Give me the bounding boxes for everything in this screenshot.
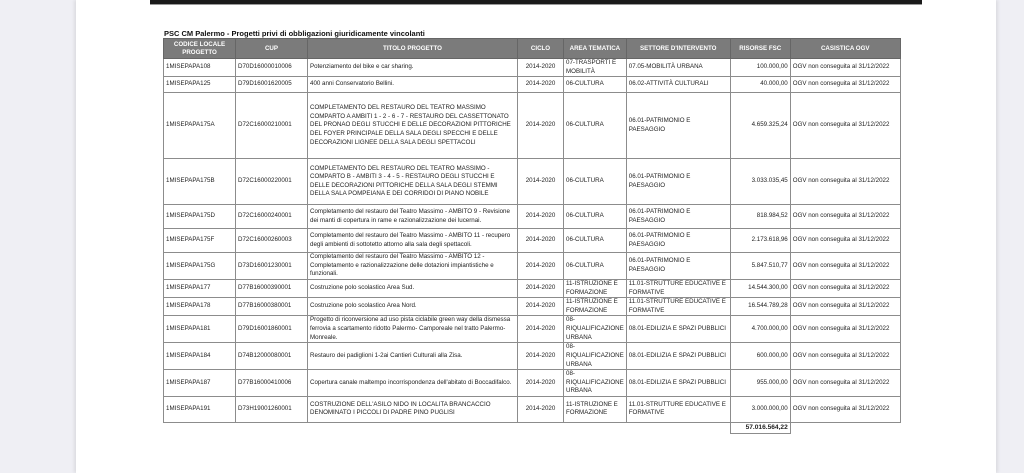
cell-ciclo: 2014-2020 <box>518 396 564 422</box>
cell-cup: D72C16000220001 <box>236 159 308 205</box>
cell-cup: D77B16000380001 <box>236 298 308 316</box>
cell-settore: 06.01-PATRIMONIO E PAESAGGIO <box>626 93 730 159</box>
header-area: AREA TEMATICA <box>564 39 627 59</box>
cell-risorse: 40.000,00 <box>730 77 790 93</box>
cell-area: 11-ISTRUZIONE E FORMAZIONE <box>564 396 627 422</box>
total-empty-cell <box>236 422 308 433</box>
cell-casistica: OGV non conseguita al 31/12/2022 <box>790 205 900 229</box>
table-row <box>164 253 901 280</box>
cell-casistica: OGV non conseguita al 31/12/2022 <box>790 298 900 316</box>
cell-cup: D70D16000010006 <box>236 59 308 77</box>
cell-area: 11-ISTRUZIONE E FORMAZIONE <box>564 279 627 297</box>
header-titolo: TITOLO PROGETTO <box>308 39 518 59</box>
cell-area: 08-RIQUALIFICAZIONE URBANA <box>564 316 627 343</box>
cell-risorse: 16.544.789,28 <box>730 298 790 316</box>
cell-risorse: 4.659.325,24 <box>730 93 790 159</box>
cell-codice: 1MISEPAPA178 <box>164 298 236 316</box>
cell-risorse: 100.000,00 <box>730 59 790 77</box>
total-empty-cell <box>790 422 900 433</box>
cell-settore: 08.01-EDILIZIA E SPAZI PUBBLICI <box>626 316 730 343</box>
cell-titolo: COSTRUZIONE DELL'ASILO NIDO IN LOCALITA BRANCACCIO DENOMINATO I PICCOLI DI PADRE PINO PUGLISI <box>308 396 518 422</box>
cell-codice: 1MISEPAPA181 <box>164 316 236 343</box>
cell-codice: 1MISEPAPA175D <box>164 205 236 229</box>
cell-cup: D79D16001620005 <box>236 77 308 93</box>
cell-risorse: 955.000,00 <box>730 370 790 397</box>
cell-codice: 1MISEPAPA191 <box>164 396 236 422</box>
cell-titolo: Completamento del restauro del Teatro Massimo - AMBITO 11 - recupero degli ambienti di sottotetto attorno alla sala degli spettacoli. <box>308 229 518 253</box>
cell-ciclo: 2014-2020 <box>518 59 564 77</box>
document-title: PSC CM Palermo - Progetti privi di obbligazioni giuridicamente vincolanti <box>164 29 425 38</box>
cell-ciclo: 2014-2020 <box>518 77 564 93</box>
total-empty-cell <box>564 422 627 433</box>
table-row <box>164 343 901 370</box>
cell-risorse: 14.544.300,00 <box>730 279 790 297</box>
cell-ciclo: 2014-2020 <box>518 205 564 229</box>
total-empty-cell <box>308 422 518 433</box>
cell-settore: 06.01-PATRIMONIO E PAESAGGIO <box>626 159 730 205</box>
cell-cup: D72C16000260003 <box>236 229 308 253</box>
cell-titolo: Copertura canale maltempo incorrispondenza dell'abitato di Boccadifalco. <box>308 370 518 397</box>
total-empty-cell <box>518 422 564 433</box>
cell-cup: D77B16000390001 <box>236 279 308 297</box>
cell-risorse: 4.700.000,00 <box>730 316 790 343</box>
cell-area: 11-ISTRUZIONE E FORMAZIONE <box>564 298 627 316</box>
cell-cup: D73D16001230001 <box>236 253 308 280</box>
cell-titolo: Costruzione polo scolastico Area Sud. <box>308 279 518 297</box>
cell-codice: 1MISEPAPA187 <box>164 370 236 397</box>
cell-settore: 11.01-STRUTTURE EDUCATIVE E FORMATIVE <box>626 396 730 422</box>
cell-area: 06-CULTURA <box>564 77 627 93</box>
total-risorse: 57.016.564,22 <box>730 422 790 433</box>
cell-codice: 1MISEPAPA177 <box>164 279 236 297</box>
cell-titolo: COMPLETAMENTO DEL RESTAURO DEL TEATRO MASSIMO COMPARTO A AMBITI 1 - 2 - 6 - 7 - RESTAURO DEL CASSETTONATO DEL PRONAO DEGLI STUCCHI E DELLE DECORAZIONI PITTORICHE DEL FOYER PRINCIPALE DELLA SALA DEGLI SPECCHI E DELLE DECORAZIONI LIGNEE DELLA SALA DEGLI SPETTACOLI <box>308 93 518 159</box>
cell-risorse: 600.000,00 <box>730 343 790 370</box>
cell-settore: 11.01-STRUTTURE EDUCATIVE E FORMATIVE <box>626 279 730 297</box>
cell-casistica: OGV non conseguita al 31/12/2022 <box>790 93 900 159</box>
cell-settore: 08.01-EDILIZIA E SPAZI PUBBLICI <box>626 370 730 397</box>
cell-casistica: OGV non conseguita al 31/12/2022 <box>790 370 900 397</box>
table-row <box>164 205 901 229</box>
cell-titolo: Completamento del restauro del Teatro Massimo - AMBITO 9 - Revisione dei manti di copertura in rame e razionalizzazione dei lucernai. <box>308 205 518 229</box>
cell-casistica: OGV non conseguita al 31/12/2022 <box>790 229 900 253</box>
header-risorse: RISORSE FSC <box>730 39 790 59</box>
cell-titolo: Progetto di riconversione ad uso pista ciclabile green way della dismessa ferrovia a scartamento ridotto Palermo- Camporeale nel tratto Palermo-Monreale. <box>308 316 518 343</box>
cell-area: 08-RIQUALIFICAZIONE URBANA <box>564 370 627 397</box>
table-row <box>164 298 901 316</box>
table-row <box>164 59 901 77</box>
header-codice: CODICE LOCALE PROGETTO <box>164 39 236 59</box>
cell-risorse: 818.984,52 <box>730 205 790 229</box>
cell-titolo: COMPLETAMENTO DEL RESTAURO DEL TEATRO MASSIMO - COMPARTO B - AMBITI 3 - 4 - 5 - RESTAURO DEGLI STUCCHI E DELLE DECORAZIONI PITTORICHE DELLA SALA DEGLI STEMMI DELLA SALA POMPEIANA E DEI CORRIDOI DI PIANO NOBILE <box>308 159 518 205</box>
cell-codice: 1MISEPAPA175F <box>164 229 236 253</box>
table-row <box>164 159 901 205</box>
cell-cup: D79D16001860001 <box>236 316 308 343</box>
cell-ciclo: 2014-2020 <box>518 343 564 370</box>
top-rule <box>150 0 922 5</box>
cell-settore: 08.01-EDILIZIA E SPAZI PUBBLICI <box>626 343 730 370</box>
cell-area: 06-CULTURA <box>564 159 627 205</box>
table-row <box>164 77 901 93</box>
table-header-row <box>164 39 901 59</box>
cell-casistica: OGV non conseguita al 31/12/2022 <box>790 316 900 343</box>
cell-risorse: 5.847.510,77 <box>730 253 790 280</box>
cell-codice: 1MISEPAPA184 <box>164 343 236 370</box>
projects-table <box>163 38 901 434</box>
cell-settore: 06.01-PATRIMONIO E PAESAGGIO <box>626 205 730 229</box>
table-row <box>164 316 901 343</box>
cell-risorse: 3.033.035,45 <box>730 159 790 205</box>
cell-cup: D73H19001260001 <box>236 396 308 422</box>
cell-ciclo: 2014-2020 <box>518 253 564 280</box>
cell-area: 07-TRASPORTI E MOBILITÀ <box>564 59 627 77</box>
document-page <box>76 0 996 473</box>
cell-cup: D77B16000410006 <box>236 370 308 397</box>
cell-casistica: OGV non conseguita al 31/12/2022 <box>790 59 900 77</box>
cell-ciclo: 2014-2020 <box>518 93 564 159</box>
cell-settore: 06.02-ATTIVITÀ CULTURALI <box>626 77 730 93</box>
cell-area: 06-CULTURA <box>564 93 627 159</box>
cell-area: 06-CULTURA <box>564 205 627 229</box>
header-settore: SETTORE D'INTERVENTO <box>626 39 730 59</box>
cell-settore: 07.05-MOBILITÀ URBANA <box>626 59 730 77</box>
cell-titolo: 400 anni Conservatorio Bellini. <box>308 77 518 93</box>
cell-casistica: OGV non conseguita al 31/12/2022 <box>790 253 900 280</box>
cell-titolo: Restauro dei padiglioni 1-2ai Cantieri Culturali alla Zisa. <box>308 343 518 370</box>
cell-codice: 1MISEPAPA175A <box>164 93 236 159</box>
header-cup: CUP <box>236 39 308 59</box>
cell-titolo: Potenziamento del bike e car sharing. <box>308 59 518 77</box>
cell-codice: 1MISEPAPA175B <box>164 159 236 205</box>
cell-casistica: OGV non conseguita al 31/12/2022 <box>790 159 900 205</box>
cell-cup: D74B12000080001 <box>236 343 308 370</box>
cell-area: 06-CULTURA <box>564 229 627 253</box>
cell-area: 08-RIQUALIFICAZIONE URBANA <box>564 343 627 370</box>
table-row <box>164 229 901 253</box>
cell-codice: 1MISEPAPA108 <box>164 59 236 77</box>
cell-codice: 1MISEPAPA125 <box>164 77 236 93</box>
cell-cup: D72C16000240001 <box>236 205 308 229</box>
cell-casistica: OGV non conseguita al 31/12/2022 <box>790 343 900 370</box>
cell-ciclo: 2014-2020 <box>518 316 564 343</box>
table-row <box>164 93 901 159</box>
cell-codice: 1MISEPAPA175G <box>164 253 236 280</box>
table-row <box>164 279 901 297</box>
cell-ciclo: 2014-2020 <box>518 279 564 297</box>
cell-area: 06-CULTURA <box>564 253 627 280</box>
cell-settore: 06.01-PATRIMONIO E PAESAGGIO <box>626 253 730 280</box>
cell-risorse: 3.000.000,00 <box>730 396 790 422</box>
cell-casistica: OGV non conseguita al 31/12/2022 <box>790 279 900 297</box>
cell-titolo: Costruzione polo scolastico Area Nord. <box>308 298 518 316</box>
table-row <box>164 396 901 422</box>
total-empty-cell <box>164 422 236 433</box>
cell-settore: 06.01-PATRIMONIO E PAESAGGIO <box>626 229 730 253</box>
cell-titolo: Completamento del restauro del Teatro Massimo - AMBITO 12 - Completamento e razionalizzazione delle dotazioni impiantistiche e funzionali. <box>308 253 518 280</box>
total-row <box>164 422 901 433</box>
cell-casistica: OGV non conseguita al 31/12/2022 <box>790 396 900 422</box>
header-ciclo: CICLO <box>518 39 564 59</box>
cell-risorse: 2.173.618,96 <box>730 229 790 253</box>
cell-ciclo: 2014-2020 <box>518 159 564 205</box>
cell-casistica: OGV non conseguita al 31/12/2022 <box>790 77 900 93</box>
cell-cup: D72C16000210001 <box>236 93 308 159</box>
cell-settore: 11.01-STRUTTURE EDUCATIVE E FORMATIVE <box>626 298 730 316</box>
cell-ciclo: 2014-2020 <box>518 229 564 253</box>
cell-ciclo: 2014-2020 <box>518 370 564 397</box>
header-casistica: CASISTICA OGV <box>790 39 900 59</box>
total-empty-cell <box>626 422 730 433</box>
cell-ciclo: 2014-2020 <box>518 298 564 316</box>
table-row <box>164 370 901 397</box>
